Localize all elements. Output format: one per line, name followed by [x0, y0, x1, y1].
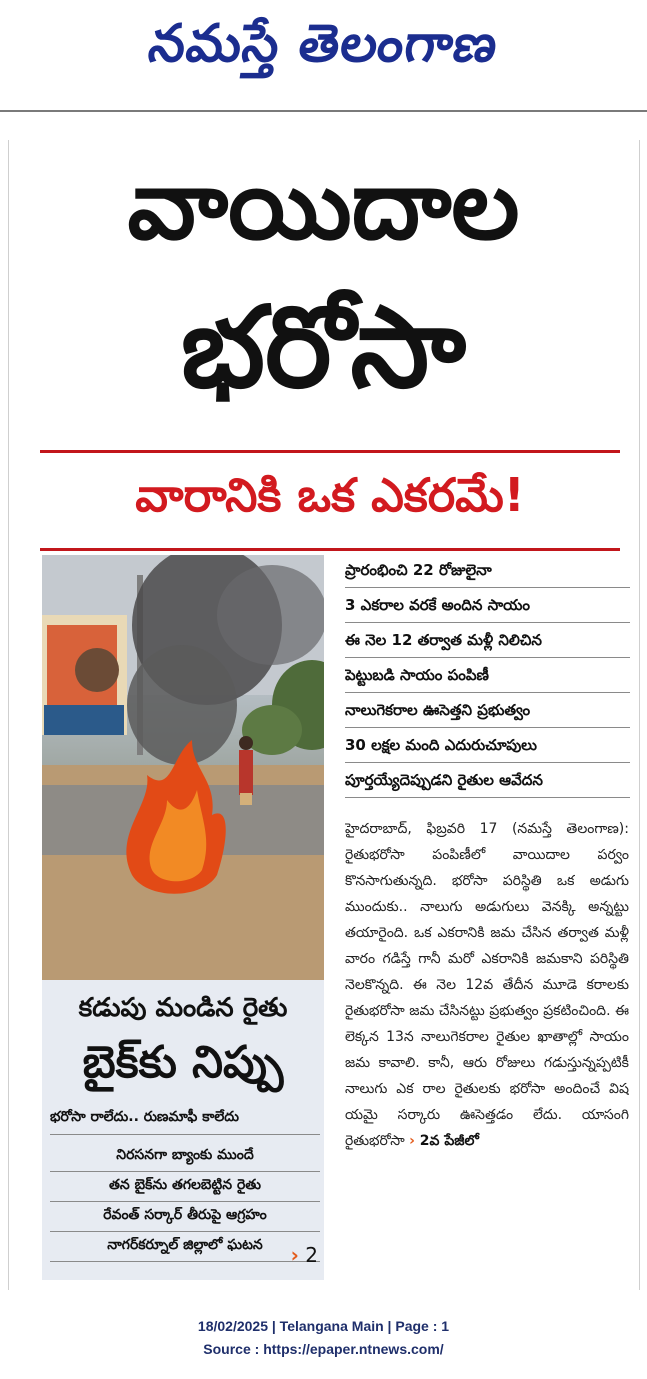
- headline-line-1: వాయిదాల: [127, 149, 520, 261]
- caption-bullet: తన బైక్‌ను తగలబెట్టిన రైతు: [50, 1174, 320, 1202]
- caption-tagline: భరోసా రాలేదు.. రుణమాఫీ కాలేదు: [50, 1106, 320, 1135]
- article-body-text: హైదరాబాద్, ఫిబ్రవరి 17 (నమస్తే తెలంగాణ): రైతుభరోసా పంపిణీలో వాయిదాల పర్వం కొనసాగుతున్నది. భరోసా పరిస్థితి ఒక అడుగు ముందుకు.. నాలుగు అడుగులు వెనక్కి అన్నట్టు తయారైంది. ఒక ఎకరానికి జమ చేసిన తర్వాత మళ్లీ వారం గడిస్తే గానీ మరో ఎకరానికి జమకాని పరిస్థితి నెలకొన్నది. ఈ నెల 12వ తేదీన మూడె కరాలకు రైతుభరోసా జమ చేసినట్టు ప్రభుత్వం ప్రకటించింది. ఈ లెక్కన 13న నాలుగెకరాల రైతుల ఖాతాల్లో సాయం జమ కావాలి. కానీ, ఆరు రోజులు గడుస్తున్నప్పటికీ నాలుగు ఎక రాల రైతులకు భరోసా అందించే విష యమై సర్కారు ఊసెత్తడం లేదు. యాసంగి రైతుభరోసా: [345, 821, 629, 1149]
- summary-point: 30 లక్షల మంది ఎదురుచూపులు: [345, 732, 630, 763]
- caption-page-ref[interactable]: [291, 1243, 318, 1267]
- article-body: [345, 816, 629, 1286]
- continued-label: 2వ పేజీలో: [419, 1133, 479, 1149]
- masthead: [0, 0, 647, 108]
- summary-point: పెట్టుబడి సాయం పంపిణీ: [345, 662, 630, 693]
- footer-source[interactable]: Source : https://epaper.ntnews.com/: [203, 1341, 444, 1357]
- news-photo: [42, 555, 324, 980]
- subhead-text: వారానికి ఒక ఎకరమే!: [135, 467, 525, 522]
- caption-bullet: నాగర్‌కర్నూల్ జిల్లాలో ఘటన: [50, 1234, 320, 1262]
- summary-point: ఈ నెల 12 తర్వాత మళ్లీ నిలిచిన: [345, 627, 630, 658]
- headline-line-2: భరోసా: [180, 283, 467, 413]
- caption-bullet-list: [50, 1144, 320, 1264]
- caption-box: [42, 980, 324, 1280]
- caption-heading-2: బైక్‌కు నిప్పు: [82, 1037, 284, 1088]
- summary-points: [345, 557, 630, 802]
- summary-point: 3 ఎకరాల వరకే అందిన సాయం: [345, 592, 630, 623]
- continued-link[interactable]: [409, 1133, 479, 1149]
- caption-bullet: నిరసనగా బ్యాంకు ముందే: [50, 1144, 320, 1172]
- subhead-band: [40, 450, 620, 551]
- summary-point: పూర్తయ్యేదెప్పుడని రైతుల ఆవేదన: [345, 767, 630, 798]
- masthead-title: నమస్తే తెలంగాణ: [144, 14, 503, 74]
- chevron-right-icon: ›: [290, 1243, 299, 1267]
- footer-edition: 18/02/2025 | Telangana Main | Page : 1: [197, 1318, 450, 1334]
- caption-page-ref-number: 2: [305, 1243, 318, 1267]
- summary-point: నాలుగెకరాల ఊసెత్తని ప్రభుత్వం: [345, 697, 630, 728]
- summary-point: ప్రారంభించి 22 రోజులైనా: [345, 557, 630, 588]
- bike-fire-photo: [42, 555, 324, 980]
- caption-bullet: రేవంత్ సర్కార్ తీరుపై ఆగ్రహం: [50, 1204, 320, 1232]
- chevron-right-icon: ›: [409, 1133, 415, 1149]
- masthead-divider: [0, 110, 647, 112]
- caption-heading-1: కడుపు మండిన రైతు: [78, 993, 288, 1023]
